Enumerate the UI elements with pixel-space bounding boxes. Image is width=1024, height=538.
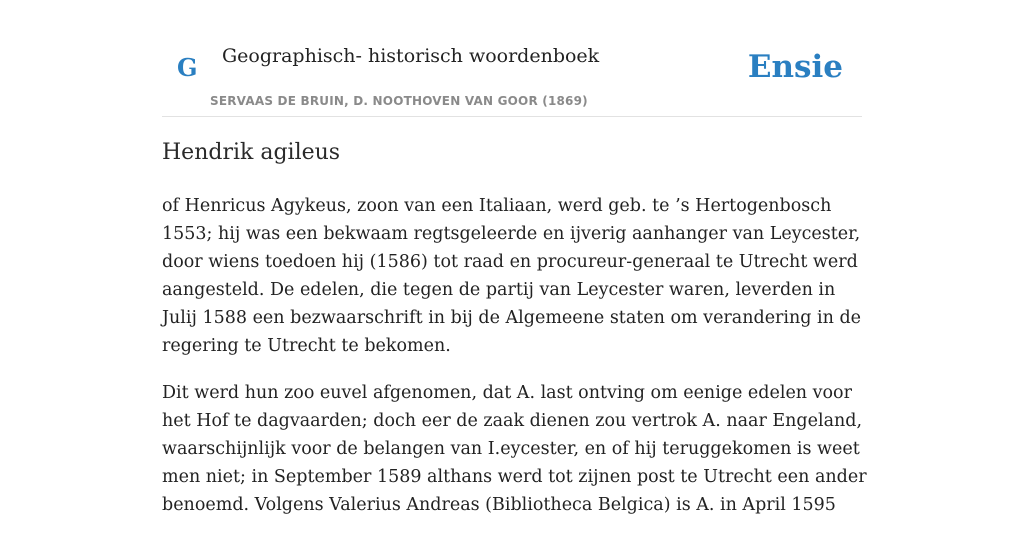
entry-paragraph: Dit werd hun zoo euvel afgenomen, dat A. last ontving om eenige edelen voor het Hof te dagvaarden; doch eer de zaak dienen zou vertrok A. naar Engeland, waarschijnlijk voor de belangen van I.eycester, en of hij teruggekomen is weet men niet; in September 1589 althans werd tot zijnen post te Utrecht een ander benoemd. Volgens Valerius Andreas (Bibliotheca Belgica) is A. in April 1595 <box>162 383 867 515</box>
book-logo[interactable]: G <box>177 53 198 82</box>
book-meta: SERVAAS DE BRUIN, D. NOOTHOVEN VAN GOOR (1869) <box>210 94 588 108</box>
entry-paragraph: of Henricus Agykeus, zoon van een Italiaan, werd geb. te ’s Hertogenbosch 1553; hij was een bekwaam regtsgeleerde en ijverig aanhanger van Leycester, door wiens toedoen hij (1586) tot raad en procureur-generaal te Utrecht werd aangesteld. De edelen, die tegen de partij van Leycester waren, leverden in Julij 1588 een bezwaarschrift in bij de Algemeene staten om verandering in de regering te Utrecht te bekomen. <box>162 196 862 356</box>
book-title-link[interactable]: Geographisch- historisch woordenboek <box>222 45 600 67</box>
entry-title: Hendrik agileus <box>162 140 341 165</box>
header <box>162 0 862 117</box>
entry-body <box>162 192 872 538</box>
page <box>162 0 867 515</box>
brand-logo[interactable]: Ensie <box>747 49 843 85</box>
